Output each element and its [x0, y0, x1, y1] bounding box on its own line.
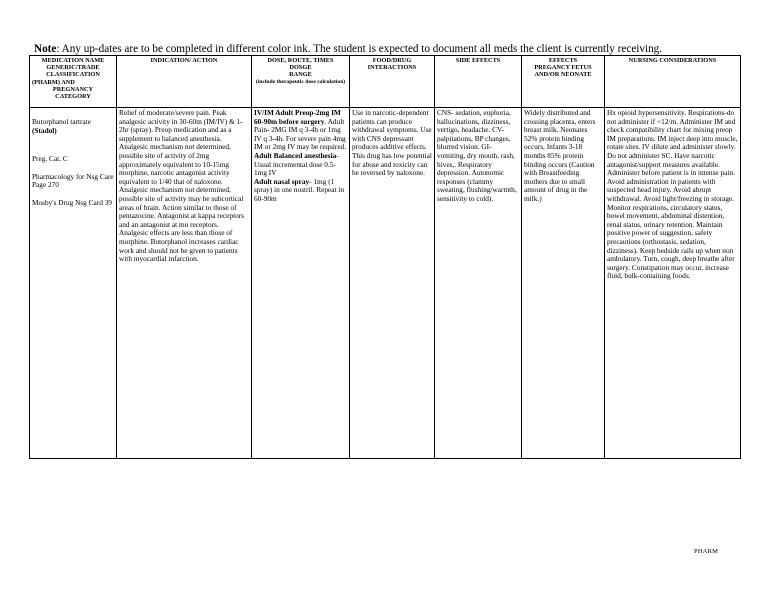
- footer-label: PHARM: [694, 548, 719, 555]
- medication-table: [29, 55, 741, 459]
- cell-side-effects: CNS- sedation, euphoria, hallucinations, dizziness, vertigo, headache. CV- palpitations, BP changes, blurred vision. GI-vomiting, dry mouth, rash, hives,. Respiratory depression. Autonomic responses (clammy sweating, flushing/warmth, sensitivity to cold).: [435, 108, 522, 459]
- med-trade: (Stadol): [32, 125, 57, 135]
- cell-interactions: Use in narcotic-dependent patients can produce withdrawal symptoms. Use with CNS depressant produces additive effects. This drug has low potential for abuse and toxicity can be reversed by naloxone.: [350, 108, 435, 459]
- header-row: [30, 56, 741, 108]
- cell-dose: [252, 108, 350, 459]
- header-medication-name: MEDICATION NAME GENERIC/TRADE CLASSIFICATION (PHARM) AND PREGNANCY CATEGORY: [30, 56, 117, 108]
- note-label: Note: [34, 43, 57, 55]
- header-side-effects: SIDE EFFECTS: [435, 56, 522, 108]
- header-indication: INDICATION/ ACTION: [117, 56, 252, 108]
- header-nursing: NURSING CONSIDERATIONS: [605, 56, 741, 108]
- header-interactions: FOOD/DRUG INTERACTIONS: [350, 56, 435, 108]
- dose-nasal-heading: Adult nasal spray: [254, 176, 310, 186]
- cell-indication: Relief of moderate/severe pain. Peak analgesic activity in 30-60m (IM/IV) & 1-2hr (spray). Preop medication and as a supplement to balanced anesthesia. Analgesic mechanism not determined, possible site of activity of 2mg approximately equivalent to 10-15mg morphine, narcotic antagonist activity equivalent to 1/40 that of naloxone. Analgesic mechanism not determined, possible site of activity may be subcortical areas of brain. Action similar to those of pentazocine. Antagonist at kappa receptors and an antagonist at mu receptors. Analgesic effects are less than those of morphine. Butorphanol increases cardiac work and should not be given to patients with myocardial infarction.: [117, 108, 252, 459]
- mosby-reference: Mosby's Drug Nsg Card 39: [32, 197, 112, 207]
- med-generic: Butorphanol tartrate: [32, 117, 91, 126]
- header-pregnancy-effects: EFFECTS PREGANCY FETUS AND/OR NEONATE: [522, 56, 605, 108]
- dose-pain-text: . Adult Pain- 2MG IM q 3-4h or 1mg IV q 3-4h. For severe pain 4mg IM or 2mg IV may be required.: [254, 116, 347, 152]
- pharm-reference: Pharmacology for Nsg Care Page 270: [32, 171, 114, 190]
- table-row: [30, 108, 741, 459]
- dose-preop-heading: IV/IM Adult Preop-2mg IM 60-90m before surgery: [254, 108, 341, 126]
- note-text: : Any up-dates are to be completed in different color ink. The student is expected to document all meds the client is currently receiving.: [56, 43, 663, 55]
- dose-anesthesia-heading: Adult Balanced anesthesia: [254, 150, 337, 160]
- dose-nasal-text: - 1mg (1 spray) in one nostril. Repeat in 60-90m: [254, 176, 344, 203]
- header-dose: DOSE, ROUTE, TIMES DOSGE RANGE (include therapeutic dose calculation): [252, 56, 350, 108]
- preg-category: Preg. Cat. C: [32, 154, 68, 164]
- cell-medication: [30, 108, 117, 459]
- cell-pregnancy: Widely distributed and crossing placenta, enters breast milk. Neonates 52% protein binding occurs, Infants 3-18 months 85% protein binding occurs (Caution with Breastfeeding mothers due to small amount of drug in the milk.): [522, 108, 605, 459]
- cell-nursing: Hx opioid hypersensitivity. Respirations-do not administer if <12/m. Administer IM and check compatibility chart for mixing preop IM preparations. IM inject deep into muscle, rotate sites. IV dilute and administer slowly. Do not administer SC. Have narcotic antagonist/support measures available. Administer before patient is in intense pain. Avoid administration in patients with suspected head injury. Avoid abrupt withdrawal. Avoid light/freezing in storage. Monitor respirations, circulatory status, bowel movement, abdominal distention, renal status, urinary retention. Maintain positive power of suggestion, safety precautions (orthostasis, sedation, dizziness). Keep bedside rails up when non ambulatory. Turn, cough, deep breathe after surgery. Constipation may occur, increase fluid, bulk-containing foods.: [605, 108, 741, 459]
- dose-anesthesia-text: - Usual incremental dose 0.5-1mg IV: [254, 150, 339, 178]
